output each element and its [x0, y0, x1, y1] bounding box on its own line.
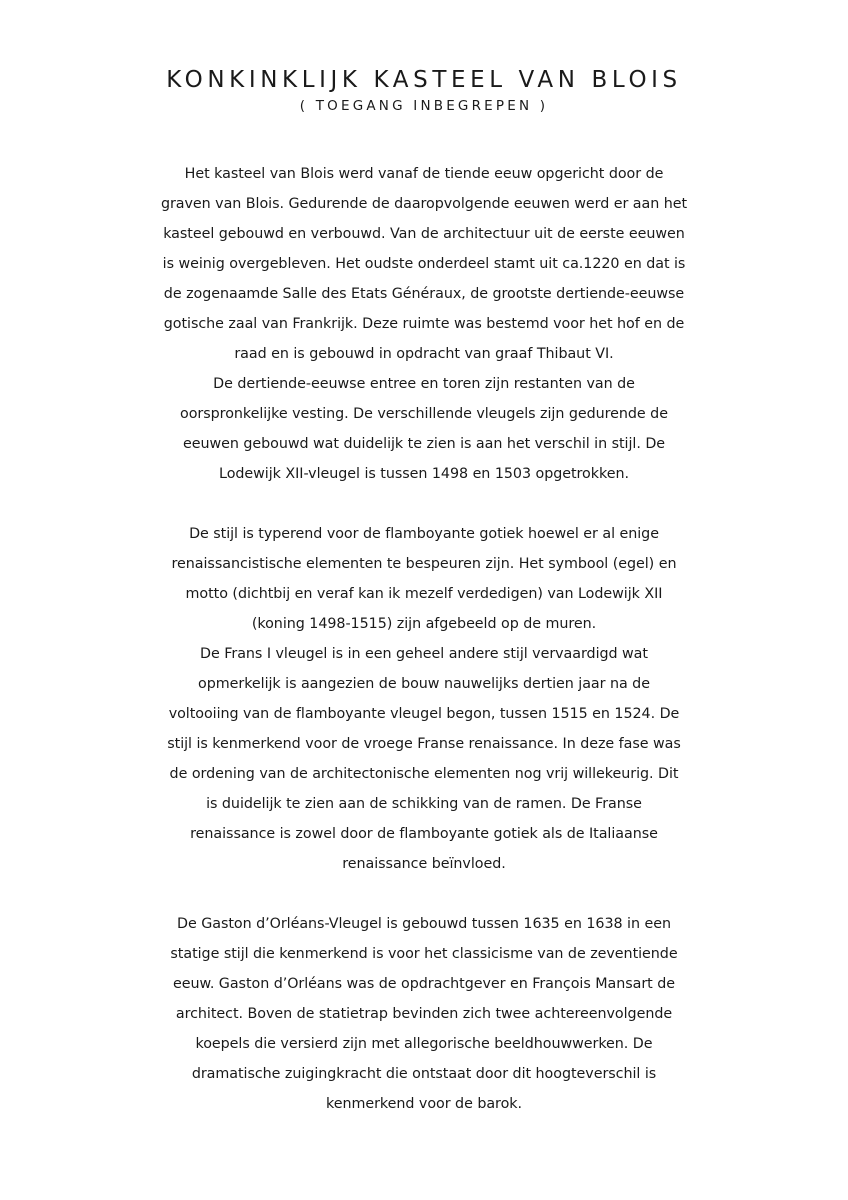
- text-line: kasteel gebouwd en verbouwd. Van de architectuur uit de eerste eeuwen: [163, 226, 685, 242]
- text-line: Het kasteel van Blois werd vanaf de tiende eeuw opgericht door de: [184, 166, 664, 182]
- text-line: statige stijl die kenmerkend is voor het classicisme van de zeventiende: [170, 946, 678, 962]
- text-line: eeuwen gebouwd wat duidelijk te zien is aan het verschil in stijl. De: [182, 436, 666, 452]
- paragraph-3: [0, 909, 848, 1119]
- text-line: de zogenaamde Salle des Etats Généraux, de grootste dertiende-eeuwse: [163, 286, 685, 302]
- text-line: architect. Boven de statietrap bevinden zich twee achtereenvolgende: [175, 1006, 673, 1022]
- paragraph-2: [0, 519, 848, 879]
- text-line: oorspronkelijke vesting. De verschillende vleugels zijn gedurende de: [180, 406, 668, 422]
- text-line: Lodewijk XII-vleugel is tussen 1498 en 1503 opgetrokken.: [219, 466, 629, 482]
- text-line: renaissancistische elementen te bespeuren zijn. Het symbool (egel) en: [171, 556, 677, 572]
- text-line: De stijl is typerend voor de flamboyante gotiek hoewel er al enige: [189, 526, 659, 542]
- text-line: De dertiende-eeuwse entree en toren zijn restanten van de: [213, 376, 635, 392]
- text-line: kenmerkend voor de barok.: [326, 1096, 522, 1112]
- paragraph-1: [0, 159, 848, 489]
- text-line: De Gaston d’Orléans-Vleugel is gebouwd tussen 1635 en 1638 in een: [177, 916, 671, 932]
- text-line: opmerkelijk is aangezien de bouw nauwelijks dertien jaar na de: [198, 676, 650, 692]
- text-line: renaissance is zowel door de flamboyante gotiek als de Italiaanse: [190, 826, 658, 842]
- text-line: voltooiing van de flamboyante vleugel begon, tussen 1515 en 1524. De: [168, 706, 680, 722]
- text-line: gotische zaal van Frankrijk. Deze ruimte was bestemd voor het hof en de: [163, 316, 685, 332]
- text-line: (koning 1498-1515) zijn afgebeeld op de muren.: [251, 616, 597, 632]
- text-line: eeuw. Gaston d’Orléans was de opdrachtgever en François Mansart de: [172, 976, 675, 992]
- text-line: is duidelijk te zien aan de schikking van de ramen. De Franse: [206, 796, 642, 812]
- text-line: stijl is kenmerkend voor de vroege Franse renaissance. In deze fase was: [167, 736, 681, 752]
- text-line: raad en is gebouwd in opdracht van graaf Thibaut VI.: [234, 346, 614, 362]
- text-line: graven van Blois. Gedurende de daaropvolgende eeuwen werd er aan het: [160, 196, 688, 212]
- page-subtitle: ( TOEGANG INBEGREPEN ): [299, 98, 549, 114]
- text-line: De Frans I vleugel is in een geheel andere stijl vervaardigd wat: [200, 646, 648, 662]
- text-line: dramatische zuigingkracht die ontstaat door dit hoogteverschil is: [191, 1066, 657, 1082]
- text-line: motto (dichtbij en veraf kan ik mezelf verdedigen) van Lodewijk XII: [185, 586, 663, 602]
- text-line: renaissance beïnvloed.: [342, 856, 506, 872]
- text-line: de ordening van de architectonische elementen nog vrij willekeurig. Dit: [169, 766, 679, 782]
- text-line: is weinig overgebleven. Het oudste onderdeel stamt uit ca.1220 en dat is: [162, 256, 686, 272]
- page-title: KONKINKLIJK KASTEEL VAN BLOIS: [166, 67, 682, 93]
- text-line: koepels die versierd zijn met allegorische beeldhouwwerken. De: [195, 1036, 653, 1052]
